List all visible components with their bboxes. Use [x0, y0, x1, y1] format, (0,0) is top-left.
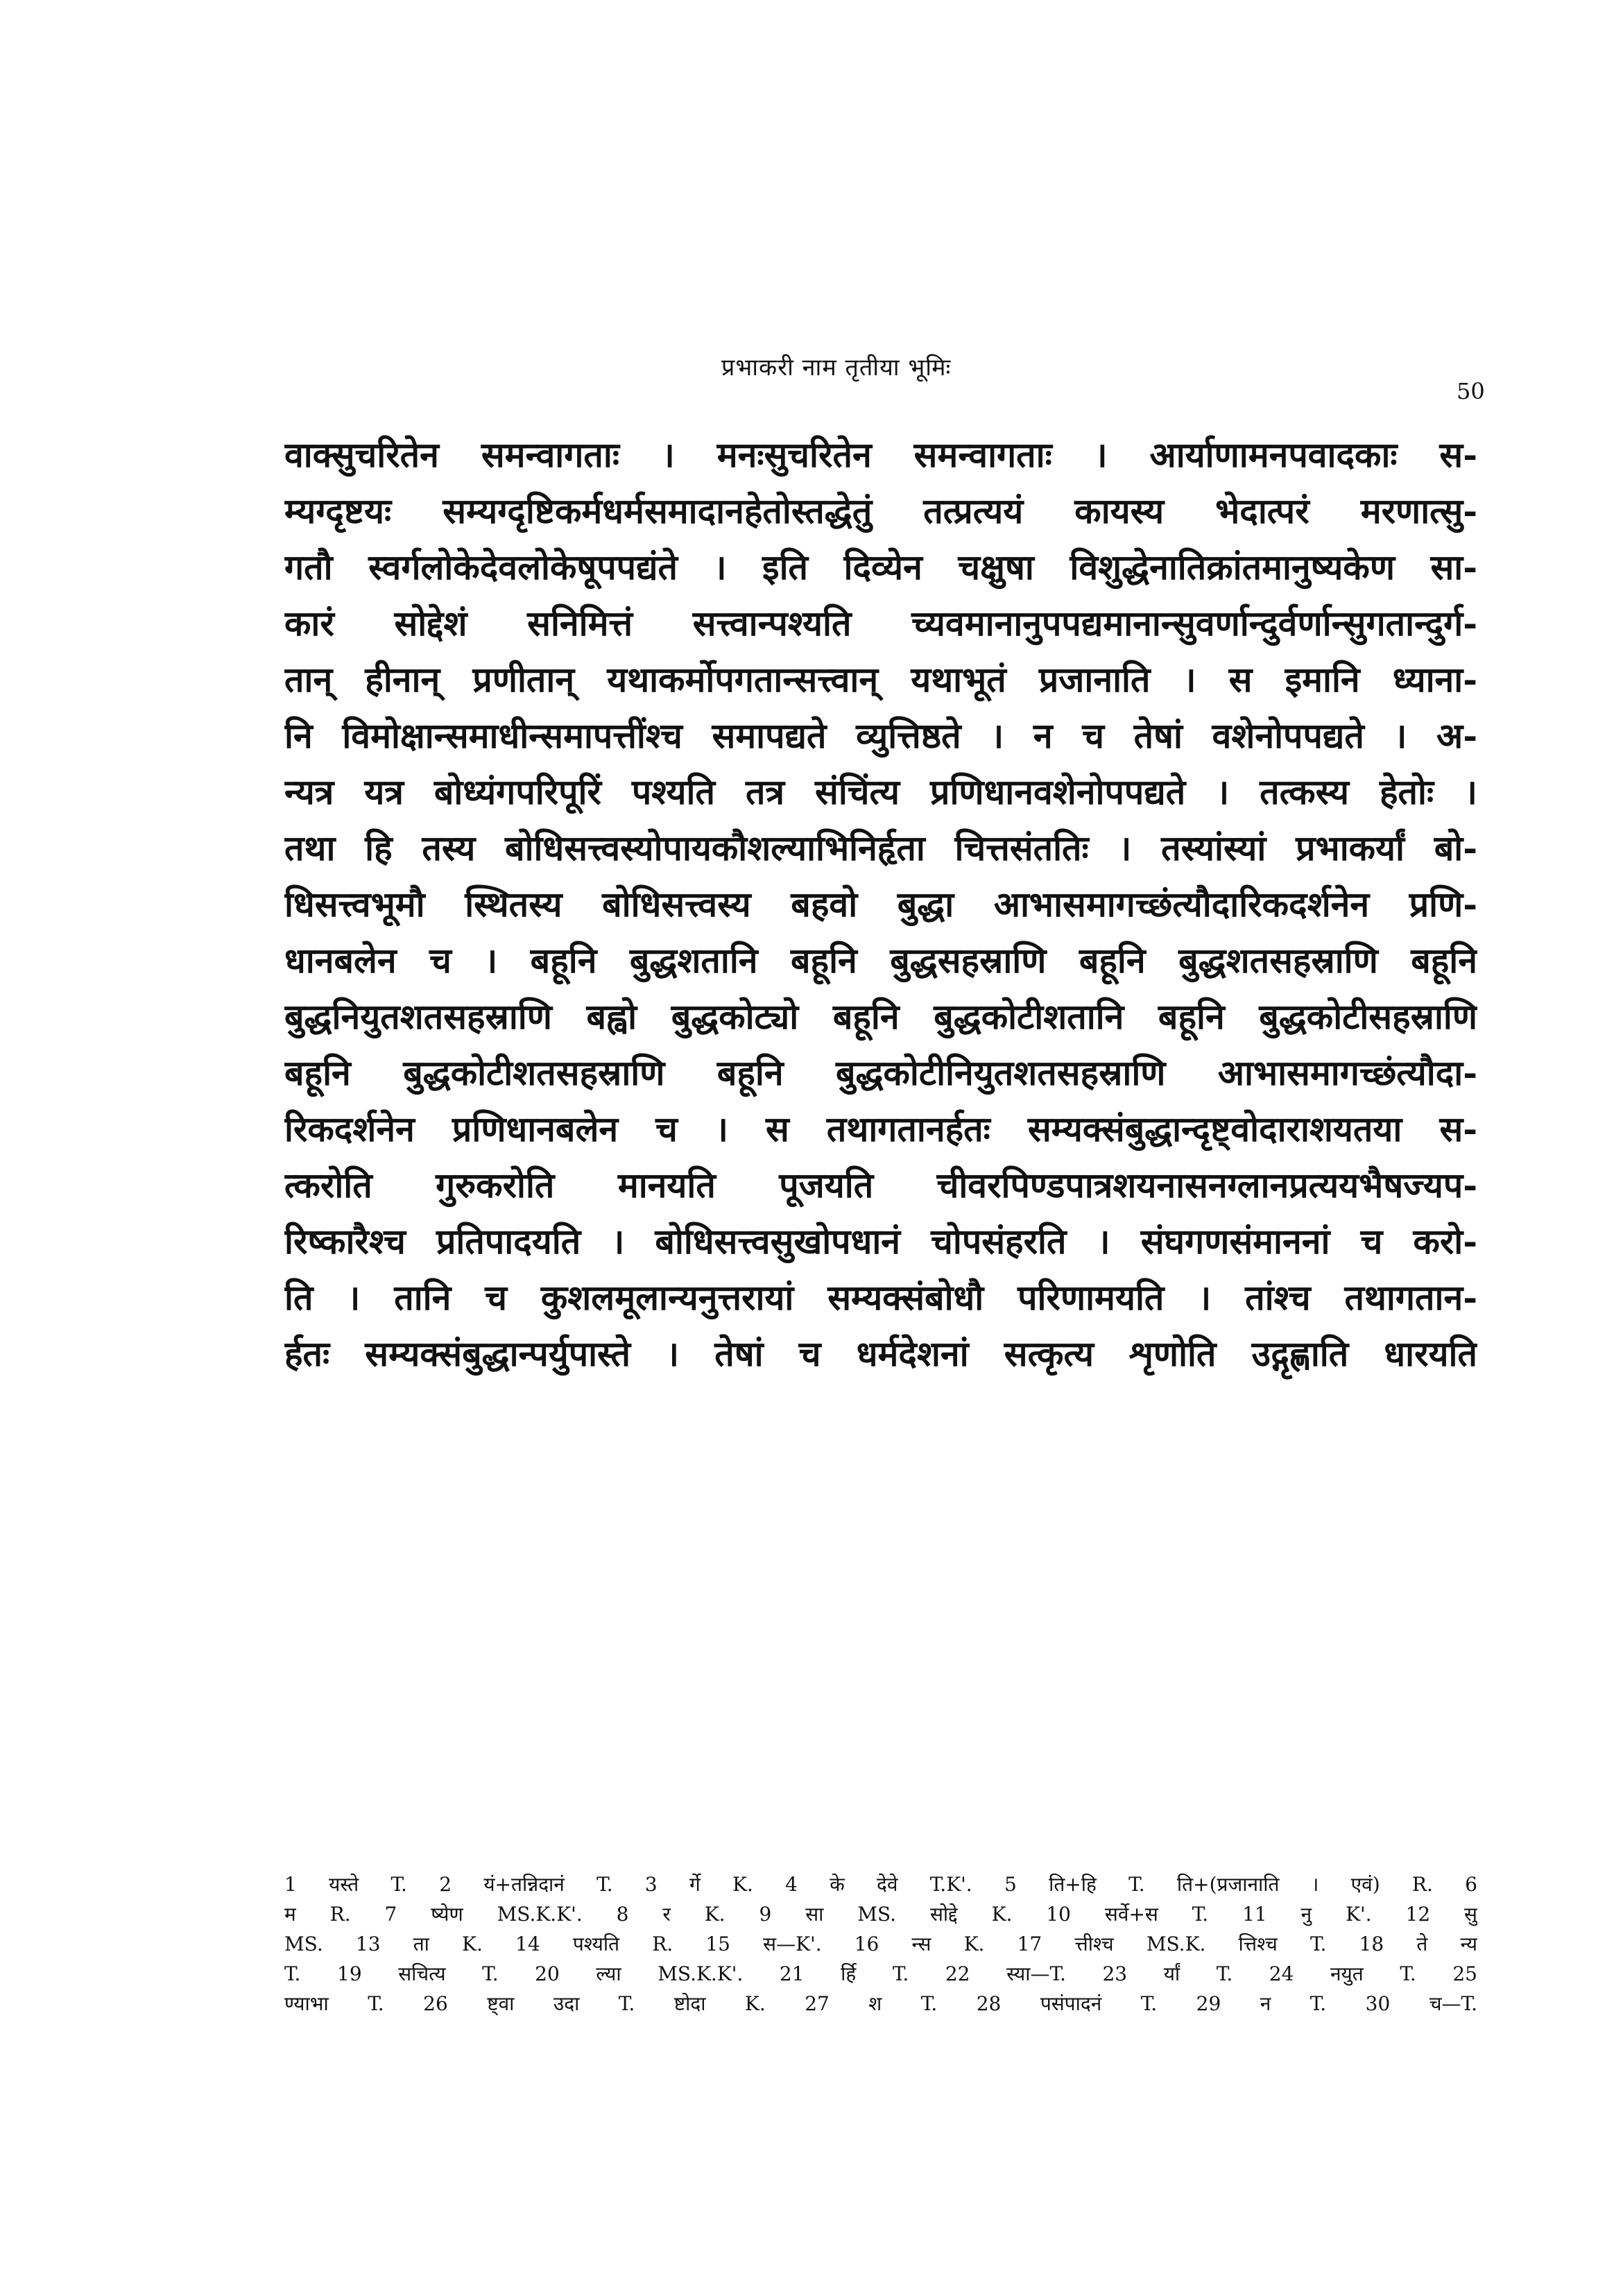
footnote-line: 1 यस्ते T. 2 यं+तन्निदानं T. 3 र्गे K. 4 के देवे T.K'. 5 ति+हि T. ति+(प्रजानाति । एवं) R. 6 — [284, 1873, 1477, 1896]
page-number: 50 — [1457, 378, 1485, 404]
text-line: बहूनि बुद्धकोटीशतसहस्राणि बहूनि बुद्धकोटीनियुतशतसहस्राणि आभासमागच्छंत्यौदा- — [284, 1052, 1477, 1093]
text-line: धिसत्त्वभूमौ स्थितस्य बोधिसत्त्वस्य बहवो बुद्धा आभासमागच्छंत्यौदारिकदर्शनेन प्रणि- — [284, 884, 1477, 925]
text-line: वाक्सुचरितेन समन्वागताः । मनःसुचरितेन समन्वागताः । आर्याणामनपवादकाः स- — [284, 434, 1477, 475]
text-line: न्यत्र यत्र बोध्यंगपरिपूरिं पश्यति तत्र संचिंत्य प्रणिधानवशेनोपपद्यते । तत्कस्य हेतोः । — [284, 771, 1477, 812]
footnotes-block — [284, 1869, 1477, 2019]
text-line: रिकदर्शनेन प्रणिधानबलेन च । स तथागतानर्हतः सम्यक्संबुद्धान्दृष्ट्वोदाराशयतया स- — [284, 1108, 1477, 1149]
text-line: कारं सोद्देशं सनिमित्तं सत्त्वान्पश्यति च्यवमानानुपपद्यमानान्सुवर्णान्दुर्वर्णान्सुगतान्दुर्ग- — [284, 603, 1477, 644]
footnote-line: म R. 7 ष्येण MS.K.K'. 8 र K. 9 सा MS. सोद्दे K. 10 सर्वे+स T. 11 नु K'. 12 सु — [284, 1903, 1477, 1926]
text-line: र्हतः सम्यक्संबुद्धान्पर्युपास्ते । तेषां च धर्मदेशनां सत्कृत्य शृणोति उद्गृह्णाति धारयति — [284, 1333, 1477, 1374]
main-text-block — [284, 427, 1477, 1382]
text-line: ति । तानि च कुशलमूलान्यनुत्तरायां सम्यक्संबोधौ परिणामयति । तांश्च तथागतान- — [284, 1277, 1477, 1318]
text-line: नि विमोक्षान्समाधीन्समापत्तींश्च समापद्यते व्युत्तिष्ठते । न च तेषां वशेनोपपद्यते । अ- — [284, 715, 1477, 756]
footnote-line: T. 19 सचित्य T. 20 ल्या MS.K.K'. 21 र्हि T. 22 स्या—T. 23 र्यां T. 24 नयुत T. 25 — [284, 1962, 1477, 1985]
text-line: बुद्धनियुतशतसहस्राणि बह्वो बुद्धकोट्यो बहूनि बुद्धकोटीशतानि बहूनि बुद्धकोटीसहस्राणि — [284, 996, 1477, 1037]
running-title: प्रभाकरी नाम तृतीया भूमिः — [721, 354, 952, 382]
footnote-line: ण्याभा T. 26 ष्ट्वा उदा T. ष्टोदा K. 27 श T. 28 पसंपादनं T. 29 न T. 30 च—T. — [284, 1992, 1477, 2015]
text-line: गतौ स्वर्गलोकेदेवलोकेषूपपद्यंते । इति दिव्येन चक्षुषा विशुद्धेनातिक्रांतमानुष्यकेण सा- — [284, 547, 1477, 588]
text-line: म्यग्दृष्टयः सम्यग्दृष्टिकर्मधर्मसमादानहेतोस्तद्धेतुं तत्प्रत्ययं कायस्य भेदात्परं मरणात्सु- — [284, 490, 1477, 531]
text-line: तान् हीनान् प्रणीतान् यथाकर्मोपगतान्सत्त्वान् यथाभूतं प्रजानाति । स इमानि ध्याना- — [284, 659, 1477, 700]
footnote-line: MS. 13 ता K. 14 पश्यति R. 15 स—K'. 16 न्स K. 17 त्तीश्च MS.K. त्तिश्च T. 18 ते न्य — [284, 1933, 1477, 1955]
text-line: रिष्कारैश्च प्रतिपादयति । बोधिसत्त्वसुखोपधानं चोपसंहरति । संघगणसंमाननां च करो- — [284, 1221, 1477, 1262]
text-line: तथा हि तस्य बोधिसत्त्वस्योपायकौशल्याभिनिर्हृता चित्तसंततिः । तस्यांस्यां प्रभाकर्यां बो- — [284, 828, 1477, 868]
text-line: त्करोति गुरुकरोति मानयति पूजयति चीवरपिण्डपात्रशयनासनग्लानप्रत्ययभैषज्यप- — [284, 1165, 1477, 1206]
text-line: धानबलेन च । बहूनि बुद्धशतानि बहूनि बुद्धसहस्राणि बहूनि बुद्धशतसहस्राणि बहूनि — [284, 940, 1477, 981]
